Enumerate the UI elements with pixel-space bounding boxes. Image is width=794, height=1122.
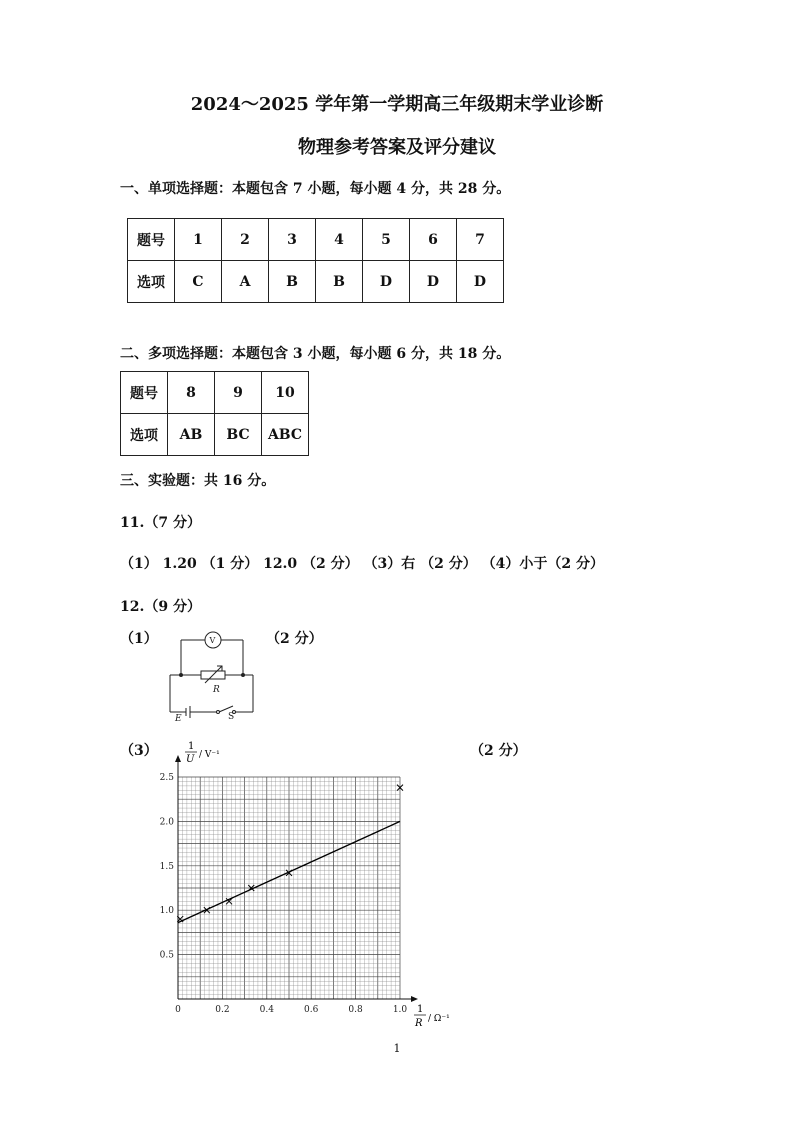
answer-cell: ABC <box>262 414 309 456</box>
plot-axes <box>175 755 418 1002</box>
question-number: 5 <box>363 219 410 261</box>
question-number: 8 <box>168 372 215 414</box>
switch-label: S <box>228 712 235 722</box>
multiple-choice-answer-table <box>120 371 309 456</box>
y-axis-arrow <box>175 755 181 762</box>
part1-score: （2 分） <box>266 631 323 647</box>
row-label: 题号 <box>121 372 168 414</box>
row-label: 选项 <box>128 261 175 303</box>
answer-cell: B <box>269 261 316 303</box>
battery-label: E <box>175 714 182 723</box>
table-row <box>121 414 309 456</box>
x-tick-label: 0 <box>175 1005 181 1015</box>
y-axis-label-numerator: 1 <box>188 741 195 752</box>
y-tick-label: 2.0 <box>159 817 174 828</box>
x-tick-label: 0.4 <box>259 1005 274 1015</box>
plot-grid <box>178 777 400 999</box>
question-number: 1 <box>175 219 222 261</box>
answer-cell: BC <box>215 414 262 456</box>
answer-cell: D <box>363 261 410 303</box>
x-tick-label: 1.0 <box>392 1005 408 1015</box>
y-tick-label: 1.5 <box>159 861 174 872</box>
answer-cell: B <box>316 261 363 303</box>
question-number: 10 <box>262 372 309 414</box>
question-number: 9 <box>215 372 262 414</box>
y-tick-label: 0.5 <box>159 950 174 961</box>
section1-heading: 一、单项选择题：本题包含 7 小题，每小题 4 分，共 28 分。 <box>120 181 511 197</box>
answer-cell: D <box>457 261 504 303</box>
section2-heading: 二、多项选择题：本题包含 3 小题，每小题 6 分，共 18 分。 <box>120 346 511 362</box>
x-tick-label: 0.8 <box>348 1005 363 1015</box>
x-axis-label-unit: / Ω⁻¹ <box>428 1014 450 1024</box>
y-axis-label-denominator: U <box>186 754 195 765</box>
x-axis-label-numerator: 1 <box>417 1004 424 1015</box>
row-label: 选项 <box>121 414 168 456</box>
page-number: 1 <box>393 1042 401 1055</box>
part3-score: （2 分） <box>470 743 527 759</box>
question-11-answers: （1） 1.20 （1 分） 12.0 （2 分） （3）右 （2 分） （4）小于（2 分） <box>120 556 604 572</box>
question-11-label: 11.（7 分） <box>120 515 201 531</box>
question-12-label: 12.（9 分） <box>120 599 201 615</box>
single-choice-answer-table <box>127 218 504 303</box>
x-tick-label: 0.6 <box>304 1005 319 1015</box>
y-axis-label-unit: / V⁻¹ <box>199 750 220 760</box>
document-title: 2024～2025 学年第一学期高三年级期末学业诊断 <box>190 94 604 115</box>
question-number: 7 <box>457 219 504 261</box>
x-tick-label: 0.2 <box>215 1005 230 1015</box>
resistor-label: R <box>213 685 220 695</box>
plot-ticks <box>160 773 408 1015</box>
part3-label: （3） <box>120 743 158 759</box>
x-axis-arrow <box>411 996 418 1002</box>
answer-cell: A <box>222 261 269 303</box>
table-row <box>128 261 504 303</box>
linear-fit-plot <box>140 734 460 1034</box>
answer-cell: C <box>175 261 222 303</box>
question-number: 2 <box>222 219 269 261</box>
part1-label: （1） <box>120 631 158 647</box>
y-tick-label: 2.5 <box>159 773 174 783</box>
answer-cell: AB <box>168 414 215 456</box>
section3-heading: 三、实验题：共 16 分。 <box>120 473 276 489</box>
table-row <box>128 219 504 261</box>
row-label: 题号 <box>128 219 175 261</box>
x-axis-label-denominator: R <box>415 1018 423 1029</box>
question-number: 3 <box>269 219 316 261</box>
y-tick-label: 1.0 <box>159 906 174 917</box>
question-number: 4 <box>316 219 363 261</box>
plot-marks <box>177 785 403 923</box>
answer-cell: D <box>410 261 457 303</box>
document-subtitle: 物理参考答案及评分建议 <box>298 137 496 158</box>
question-number: 6 <box>410 219 457 261</box>
circuit-diagram <box>165 628 265 723</box>
table-row <box>121 372 309 414</box>
voltmeter-label: V <box>209 636 216 645</box>
